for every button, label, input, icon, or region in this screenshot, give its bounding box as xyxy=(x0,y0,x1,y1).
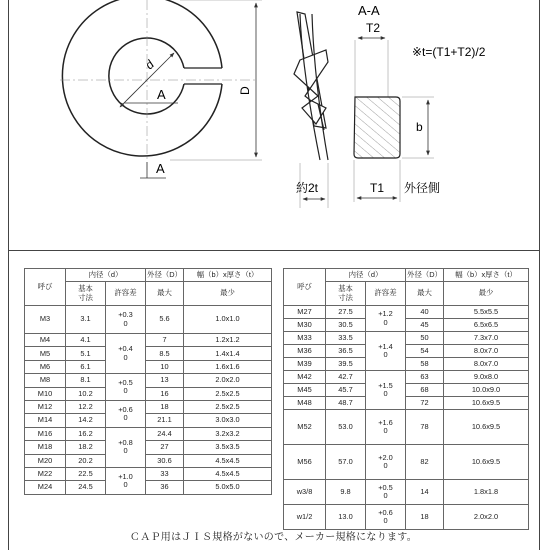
cell-max: 13 xyxy=(146,374,184,387)
table-row xyxy=(25,467,272,480)
table-row xyxy=(284,306,529,319)
cell-min: 3.0x3.0 xyxy=(184,414,272,427)
section-divider xyxy=(8,250,539,251)
cell-basic: 14.2 xyxy=(66,414,106,427)
cell-tolerance: +0.5 0 xyxy=(366,480,406,505)
header-inner: 内径（d） xyxy=(326,269,406,282)
cell-basic: 33.5 xyxy=(326,332,366,345)
cell-max: 18 xyxy=(406,505,444,530)
cell-nominal: M5 xyxy=(25,347,66,360)
cell-basic: 27.5 xyxy=(326,306,366,319)
dim-T1-label: T1 xyxy=(370,181,385,195)
cell-nominal: M27 xyxy=(284,306,326,319)
cell-max: 45 xyxy=(406,319,444,332)
dim-T2-label: T2 xyxy=(366,21,381,35)
cell-nominal: M48 xyxy=(284,397,326,410)
header-width: 幅（b）x厚さ（t） xyxy=(184,269,272,282)
cell-max: 7 xyxy=(146,334,184,347)
cell-tolerance: +0.6 0 xyxy=(106,400,146,427)
table-row xyxy=(25,374,272,387)
footer-note: ＣＡＰ用はＪＩＳ規格がないので、メーカー規格になります。 xyxy=(129,532,418,543)
table-row xyxy=(284,319,529,332)
table-row xyxy=(25,387,272,400)
thickness-formula: ※t=(T1+T2)/2 xyxy=(412,45,486,59)
cell-basic: 9.8 xyxy=(326,480,366,505)
table-row xyxy=(284,384,529,397)
technical-drawing xyxy=(0,0,547,258)
cell-nominal: M4 xyxy=(25,334,66,347)
cell-tolerance: +0.6 0 xyxy=(366,505,406,530)
cell-nominal: M36 xyxy=(284,345,326,358)
cell-min: 6.5x6.5 xyxy=(444,319,529,332)
cell-tolerance: +0.3 0 xyxy=(106,306,146,334)
cell-min: 1.8x1.8 xyxy=(444,480,529,505)
cell-basic: 6.1 xyxy=(66,360,106,373)
dim-b-label: b xyxy=(416,120,423,134)
cell-min: 2.0x2.0 xyxy=(444,505,529,530)
cell-basic: 39.5 xyxy=(326,358,366,371)
cell-basic: 45.7 xyxy=(326,384,366,397)
table-row xyxy=(25,481,272,494)
cell-nominal: M24 xyxy=(25,481,66,494)
table-row xyxy=(25,347,272,360)
cell-basic: 24.5 xyxy=(66,481,106,494)
cell-tolerance: +0.5 0 xyxy=(106,374,146,401)
cell-min: 1.2x1.2 xyxy=(184,334,272,347)
table-row xyxy=(284,505,529,530)
table-row xyxy=(25,306,272,334)
header-max: 最大 xyxy=(146,282,184,306)
cell-min: 10.6x9.5 xyxy=(444,445,529,480)
section-a-a xyxy=(354,3,486,202)
cell-min: 4.5x4.5 xyxy=(184,454,272,467)
cell-max: 40 xyxy=(406,306,444,319)
cell-max: 50 xyxy=(406,332,444,345)
header-min: 最少 xyxy=(444,282,529,306)
cell-max: 78 xyxy=(406,410,444,445)
cell-basic: 57.0 xyxy=(326,445,366,480)
cell-min: 10.6x9.5 xyxy=(444,410,529,445)
cell-basic: 12.2 xyxy=(66,400,106,413)
cell-basic: 20.2 xyxy=(66,454,106,467)
cell-nominal: M10 xyxy=(25,387,66,400)
left-border xyxy=(8,0,9,550)
cell-basic: 10.2 xyxy=(66,387,106,400)
cell-max: 72 xyxy=(406,397,444,410)
cell-basic: 42.7 xyxy=(326,371,366,384)
cell-nominal: M6 xyxy=(25,360,66,373)
right-spec-table xyxy=(283,268,529,530)
cell-max: 14 xyxy=(406,480,444,505)
cell-max: 16 xyxy=(146,387,184,400)
table-row xyxy=(284,358,529,371)
cell-nominal: M52 xyxy=(284,410,326,445)
cell-max: 8.5 xyxy=(146,347,184,360)
outer-side-label: 外径側 xyxy=(404,181,441,195)
washer-side-view xyxy=(294,12,328,208)
cell-basic: 13.0 xyxy=(326,505,366,530)
cell-min: 4.5x4.5 xyxy=(184,467,272,480)
cell-max: 33 xyxy=(146,467,184,480)
dim-d-label: d xyxy=(142,57,157,73)
cell-tolerance: +1.2 0 xyxy=(366,306,406,332)
cell-min: 2.5x2.5 xyxy=(184,400,272,413)
cell-basic: 18.2 xyxy=(66,441,106,454)
table-row xyxy=(25,427,272,440)
right-border xyxy=(539,0,540,550)
table-row xyxy=(284,397,529,410)
section-title: A-A xyxy=(358,3,380,18)
cell-basic: 4.1 xyxy=(66,334,106,347)
cell-min: 1.4x1.4 xyxy=(184,347,272,360)
cell-min: 3.5x3.5 xyxy=(184,441,272,454)
header-basic: 基本 寸法 xyxy=(326,282,366,306)
cell-basic: 16.2 xyxy=(66,427,106,440)
header-max: 最大 xyxy=(406,282,444,306)
cell-basic: 53.0 xyxy=(326,410,366,445)
cell-min: 2.5x2.5 xyxy=(184,387,272,400)
cell-max: 10 xyxy=(146,360,184,373)
header-inner: 内径（d） xyxy=(66,269,146,282)
cell-basic: 30.5 xyxy=(326,319,366,332)
cell-min: 8.0x7.0 xyxy=(444,345,529,358)
cell-basic: 36.5 xyxy=(326,345,366,358)
header-nominal: 呼び xyxy=(284,269,326,306)
cell-nominal: M56 xyxy=(284,445,326,480)
cell-nominal: M18 xyxy=(25,441,66,454)
cell-tolerance: +2.0 0 xyxy=(366,445,406,480)
table-row xyxy=(284,371,529,384)
cell-tolerance: +0.4 0 xyxy=(106,334,146,374)
header-min: 最少 xyxy=(184,282,272,306)
cell-min: 5.5x5.5 xyxy=(444,306,529,319)
cell-tolerance: +1.4 0 xyxy=(366,332,406,371)
table-row xyxy=(25,454,272,467)
dim-D-label: D xyxy=(238,86,252,95)
section-marker-upper: A xyxy=(157,87,166,102)
cell-basic: 8.1 xyxy=(66,374,106,387)
cell-nominal: M33 xyxy=(284,332,326,345)
cell-nominal: M8 xyxy=(25,374,66,387)
cell-nominal: M14 xyxy=(25,414,66,427)
table-row xyxy=(284,332,529,345)
header-outer: 外径（D） xyxy=(406,269,444,282)
cell-max: 36 xyxy=(146,481,184,494)
cell-nominal: M22 xyxy=(25,467,66,480)
cell-nominal: M12 xyxy=(25,400,66,413)
cell-min: 1.6x1.6 xyxy=(184,360,272,373)
left-spec-table xyxy=(24,268,272,495)
cell-tolerance: +1.6 0 xyxy=(366,410,406,445)
table-row xyxy=(284,345,529,358)
cell-nominal: M3 xyxy=(25,306,66,334)
cell-tolerance: +0.8 0 xyxy=(106,427,146,467)
header-basic: 基本 寸法 xyxy=(66,282,106,306)
cell-min: 10.6x9.5 xyxy=(444,397,529,410)
cell-max: 54 xyxy=(406,345,444,358)
cell-tolerance: +1.0 0 xyxy=(106,467,146,494)
cell-nominal: M45 xyxy=(284,384,326,397)
cell-max: 21.1 xyxy=(146,414,184,427)
dim-thickness-label: 約2t xyxy=(296,181,319,195)
cell-min: 2.0x2.0 xyxy=(184,374,272,387)
cell-nominal: M20 xyxy=(25,454,66,467)
section-marker-lower: A xyxy=(156,161,165,176)
table-row xyxy=(25,400,272,413)
header-tolerance: 許容差 xyxy=(366,282,406,306)
table-row xyxy=(284,410,529,445)
cell-min: 1.0x1.0 xyxy=(184,306,272,334)
header-nominal: 呼び xyxy=(25,269,66,306)
header-tolerance: 許容差 xyxy=(106,282,146,306)
cell-min: 5.0x5.0 xyxy=(184,481,272,494)
table-row xyxy=(284,480,529,505)
cell-nominal: w3/8 xyxy=(284,480,326,505)
cell-basic: 5.1 xyxy=(66,347,106,360)
cell-nominal: M30 xyxy=(284,319,326,332)
table-row xyxy=(25,334,272,347)
cell-min: 10.0x9.0 xyxy=(444,384,529,397)
cell-min: 8.0x7.0 xyxy=(444,358,529,371)
cell-max: 5.6 xyxy=(146,306,184,334)
table-row xyxy=(25,441,272,454)
cell-max: 63 xyxy=(406,371,444,384)
washer-front-view xyxy=(60,0,262,178)
cell-basic: 3.1 xyxy=(66,306,106,334)
cell-max: 58 xyxy=(406,358,444,371)
cell-max: 82 xyxy=(406,445,444,480)
cell-max: 24.4 xyxy=(146,427,184,440)
cell-nominal: M39 xyxy=(284,358,326,371)
cell-nominal: w1/2 xyxy=(284,505,326,530)
cell-max: 68 xyxy=(406,384,444,397)
cell-basic: 22.5 xyxy=(66,467,106,480)
cell-nominal: M42 xyxy=(284,371,326,384)
header-outer: 外径（D） xyxy=(146,269,184,282)
cell-max: 18 xyxy=(146,400,184,413)
table-row xyxy=(25,360,272,373)
table-row xyxy=(284,445,529,480)
header-width: 幅（b）x厚さ（t） xyxy=(444,269,529,282)
cell-min: 3.2x3.2 xyxy=(184,427,272,440)
cell-max: 30.6 xyxy=(146,454,184,467)
cell-nominal: M16 xyxy=(25,427,66,440)
cell-min: 7.3x7.0 xyxy=(444,332,529,345)
table-row xyxy=(25,414,272,427)
cell-tolerance: +1.5 0 xyxy=(366,371,406,410)
cell-min: 9.0x8.0 xyxy=(444,371,529,384)
cell-max: 27 xyxy=(146,441,184,454)
cell-basic: 48.7 xyxy=(326,397,366,410)
